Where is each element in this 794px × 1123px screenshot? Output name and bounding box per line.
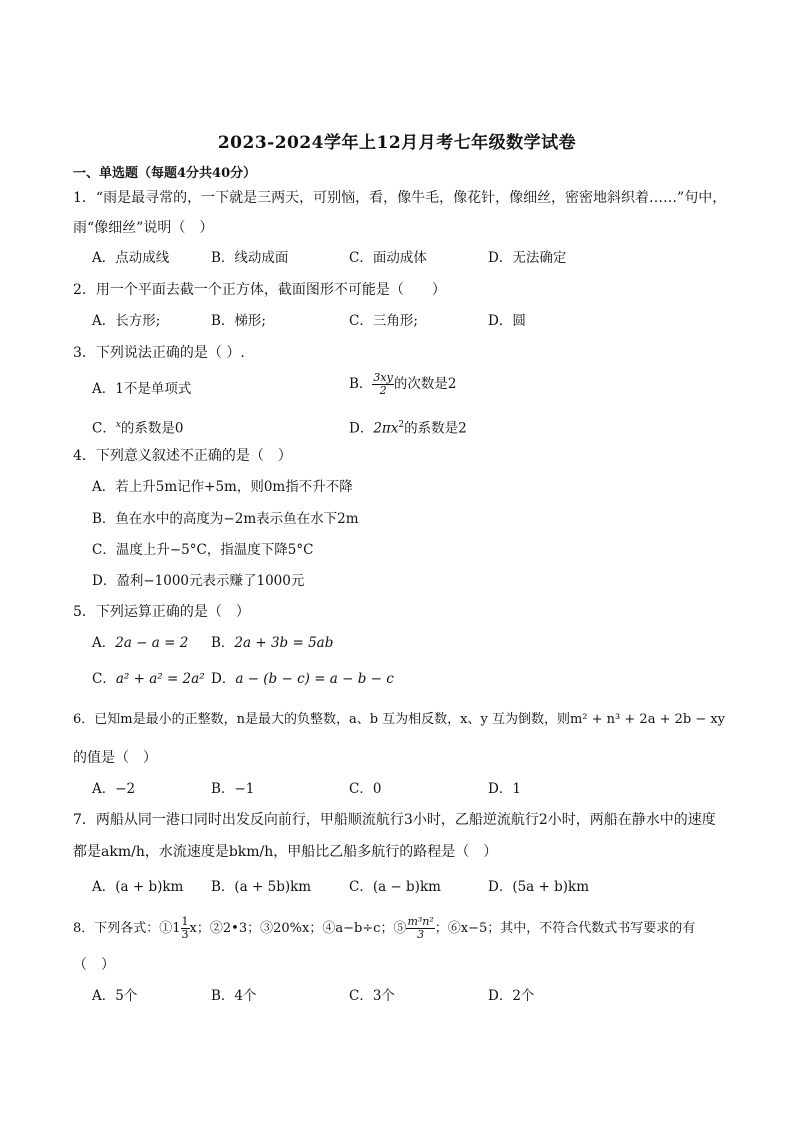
q5-option-a-label: A． xyxy=(92,635,116,651)
q1-option-a: A．点动成线 xyxy=(92,250,170,266)
question-5-stem: 5．下列运算正确的是（ ） xyxy=(73,604,250,620)
q1-option-c: C．面动成体 xyxy=(349,250,427,266)
fraction-numerator: 3xy xyxy=(373,371,393,384)
q3-option-d xyxy=(349,416,467,438)
q4-option-a: A．若上升5m记作+5m，则0m指不升不降 xyxy=(92,479,353,495)
question-3-stem: 3．下列说法正确的是（ ）. xyxy=(73,345,245,361)
q6-option-d: D．1 xyxy=(488,781,521,797)
q8-option-b: B．4个 xyxy=(211,988,257,1004)
q3-option-c-label: C． xyxy=(92,420,116,437)
q8-option-d: D．2个 xyxy=(488,988,535,1004)
q7-option-a: A．(a + b)km xyxy=(92,879,184,895)
q5-option-b xyxy=(211,634,333,652)
q3-option-b-text: 的次数是2 xyxy=(393,376,457,392)
q3-option-b-fraction xyxy=(372,372,393,397)
fraction-denominator: 3 xyxy=(181,928,189,941)
q5-option-d-label: D． xyxy=(211,671,236,687)
q7-option-d: D．(5a + b)km xyxy=(488,879,590,895)
q3-option-c xyxy=(92,416,184,438)
q7-option-c: C．(a − b)km xyxy=(349,879,441,895)
q5-option-d-expression: a − (b − c) = a − b − c xyxy=(235,671,394,687)
question-6-line-1: 6．已知m是最小的正整数，n是最大的负整数，a、b 互为相反数，x、y 互为倒数，则m² + n³ + 2a + 2b − xy xyxy=(73,712,726,727)
q3-option-c-variable: x xyxy=(115,420,121,430)
q5-option-c-expression: a² + a² = 2a² xyxy=(115,671,205,687)
section-heading: 一、单选题（每题4分共40分） xyxy=(73,166,257,181)
question-4-stem: 4．下列意义叙述不正确的是（ ） xyxy=(73,448,292,464)
q5-option-b-expression: 2a + 3b = 5ab xyxy=(234,635,334,651)
q8-option-c: C．3个 xyxy=(349,988,395,1004)
q2-option-b: B．梯形; xyxy=(211,313,266,329)
question-8-line-1 xyxy=(73,916,695,941)
q3-option-b xyxy=(349,372,456,397)
q1-option-b: B．线动成面 xyxy=(211,250,289,266)
page-title: 2023-2024学年上12月月考七年级数学试卷 xyxy=(217,133,577,153)
q2-option-c: C．三角形; xyxy=(349,313,418,329)
question-1-line-2: 雨“像细丝”说明（ ） xyxy=(73,220,214,236)
q8-fraction-2 xyxy=(406,916,434,941)
q3-option-c-text: 的系数是0 xyxy=(120,420,184,437)
q3-option-b-label: B． xyxy=(349,376,373,392)
q2-option-a: A．长方形; xyxy=(92,313,161,329)
fraction-numerator: m³n² xyxy=(407,915,434,928)
q8-option-a: A．5个 xyxy=(92,988,138,1004)
q8-text-part-3: ；⑥x−5；其中，不符合代数式书写要求的有 xyxy=(434,921,696,936)
question-7-line-2: 都是akm/h，水流速度是bkm/h，甲船比乙船多航行的路程是（ ） xyxy=(73,844,498,860)
question-1-line-1: 1．“雨是最寻常的，一下就是三两天，可别恼，看，像牛毛，像花针，像细丝，密密地斜织着……”句中， xyxy=(73,190,727,206)
question-2-stem: 2．用一个平面去截一个正方体，截面图形不可能是（ ） xyxy=(73,282,446,298)
q4-option-c: C．温度上升−5°C，指温度下降5°C xyxy=(92,542,314,558)
q3-option-d-expression: 2πx xyxy=(373,420,399,437)
q3-option-a: A．1不是单项式 xyxy=(92,381,192,397)
q5-option-c-label: C． xyxy=(92,671,116,687)
q5-option-a xyxy=(92,634,188,652)
question-8-line-2: （ ） xyxy=(73,957,115,973)
q2-option-d: D．圆 xyxy=(488,313,526,329)
q8-fraction-1 xyxy=(181,916,190,941)
q3-option-d-label: D． xyxy=(349,420,374,437)
q5-option-b-label: B． xyxy=(211,635,235,651)
q8-text-part-2: x；②2•3；③20%x；④a−b÷c；⑤ xyxy=(189,921,407,936)
q6-option-c: C．0 xyxy=(349,781,382,797)
question-6-line-2: 的值是（ ） xyxy=(73,750,157,766)
q8-text-part-1: 8．下列各式：①1 xyxy=(73,921,181,936)
q5-option-d xyxy=(211,670,394,688)
q6-option-a: A．−2 xyxy=(92,781,136,797)
fraction-denominator: 2 xyxy=(379,384,387,397)
fraction-denominator: 3 xyxy=(417,928,425,941)
q4-option-b: B．鱼在水中的高度为−2m表示鱼在水下2m xyxy=(92,511,359,527)
q4-option-d: D．盈利−1000元表示赚了1000元 xyxy=(92,573,305,589)
q3-option-d-text: 的系数是2 xyxy=(404,420,467,437)
q7-option-b: B．(a + 5b)km xyxy=(211,879,312,895)
question-7-line-1: 7．两船从同一港口同时出发反向前行，甲船顺流航行3小时，乙船逆流航行2小时，两船在静水中的速度 xyxy=(73,812,716,828)
q5-option-a-expression: 2a − a = 2 xyxy=(115,635,189,651)
q5-option-c xyxy=(92,670,205,688)
q1-option-d: D．无法确定 xyxy=(488,250,567,266)
fraction-numerator: 1 xyxy=(181,915,189,928)
q6-option-b: B．−1 xyxy=(211,781,255,797)
q3-option-d-exponent: 2 xyxy=(398,420,405,430)
